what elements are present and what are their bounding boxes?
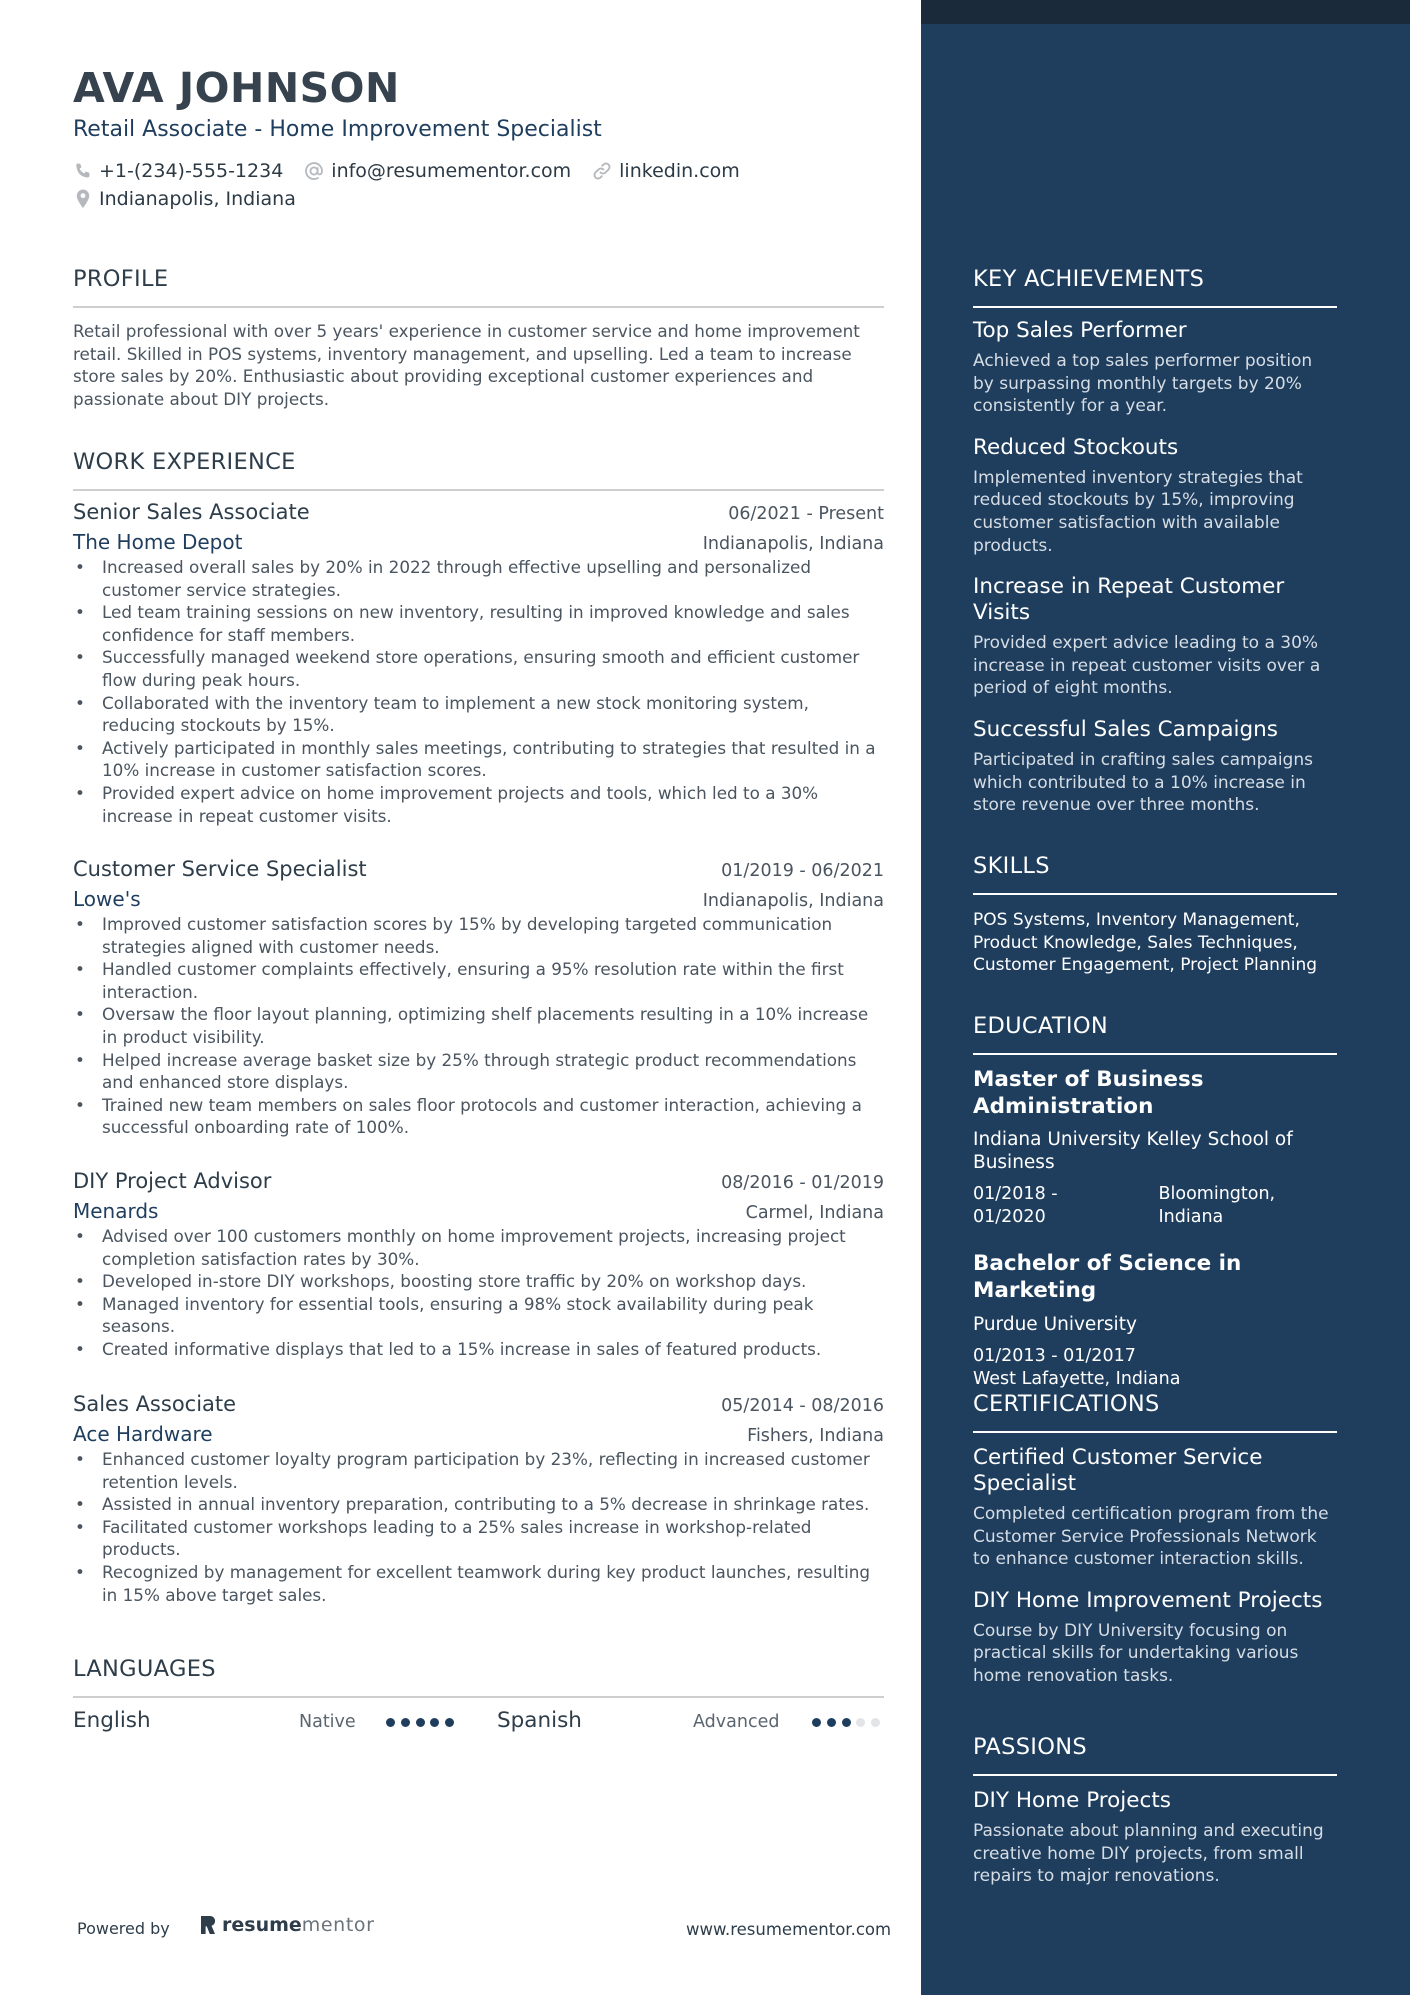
certification-item	[973, 1445, 1337, 1571]
rating-dot-filled	[401, 1718, 410, 1727]
education-dates: 01/2018 - 01/2020	[973, 1184, 1058, 1227]
phone-icon	[73, 161, 93, 181]
rating-dot-filled	[386, 1718, 395, 1727]
job-bullets	[73, 1225, 884, 1361]
job-header	[73, 857, 884, 881]
certification-description: Completed certification program from the Customer Service Professionals Network to enhance customer interaction skills.	[973, 1504, 1329, 1570]
job-bullet: • Trained new team members on sales floor protocols and customer interaction, achieving a successful onboarding rate of 100%.	[73, 1094, 884, 1139]
job-entry	[73, 1169, 884, 1361]
job-subheader	[73, 1422, 884, 1446]
job-title: Sales Associate	[73, 1392, 237, 1416]
education-meta	[973, 1183, 1337, 1229]
rating-dot-filled	[445, 1718, 454, 1727]
job-company: The Home Depot	[73, 530, 243, 554]
job-bullet: • Oversaw the floor layout planning, optimizing shelf placements resulting in a 10% increase in product visibility.	[73, 1003, 884, 1048]
job-dates: 06/2021 - Present	[728, 504, 884, 524]
education-heading: EDUCATION	[973, 1013, 1337, 1055]
job-company: Ace Hardware	[73, 1422, 213, 1446]
job-bullet: • Handled customer complaints effectively, ensuring a 95% resolution rate within the first interaction.	[73, 958, 884, 1003]
job-bullet: • Advised over 100 customers monthly on home improvement projects, increasing project completion satisfaction rates by 30%.	[73, 1225, 884, 1270]
certification-item	[973, 1588, 1337, 1688]
passions-section	[973, 1734, 1337, 1888]
job-subheader	[73, 1199, 884, 1223]
job-location: Indianapolis, Indiana	[702, 534, 884, 554]
education-location: West Lafayette, Indiana	[973, 1369, 1181, 1389]
language-name: English	[73, 1708, 151, 1733]
achievement-description: Participated in crafting sales campaigns which contributed to a 10% increase in store revenue over three months.	[973, 749, 1313, 816]
work-experience-section	[73, 449, 884, 491]
languages-section	[73, 1656, 884, 1698]
job-location: Indianapolis, Indiana	[702, 891, 884, 911]
job-subheader	[73, 887, 884, 911]
job-bullet: • Increased overall sales by 20% in 2022 through effective upselling and personalized customer service strategies.	[73, 556, 884, 601]
job-entry	[73, 857, 884, 1139]
contact-location	[73, 188, 296, 210]
job-bullet: • Successfully managed weekend store operations, ensuring smooth and efficient customer flow during peak hours.	[73, 646, 884, 691]
education-degree: Master of Business Administration	[973, 1067, 1204, 1119]
achievement-item	[973, 435, 1337, 557]
job-bullet: • Improved customer satisfaction scores by 15% by developing targeted communication strategies aligned with customer needs.	[73, 913, 884, 958]
contact-linkedin[interactable]	[591, 160, 740, 182]
rating-dot-empty	[871, 1718, 880, 1727]
resumementor-logo[interactable]	[198, 1914, 375, 1936]
job-location: Fishers, Indiana	[747, 1426, 884, 1446]
sidebar-column	[921, 0, 1410, 1995]
contact-row	[73, 160, 760, 182]
job-dates: 08/2016 - 01/2019	[721, 1173, 884, 1193]
rating-dot-filled	[416, 1718, 425, 1727]
candidate-headline: Retail Associate - Home Improvement Specialist	[73, 117, 602, 142]
location-pin-icon	[73, 188, 93, 210]
resumementor-logo-icon	[198, 1914, 218, 1936]
language-rating	[386, 1718, 460, 1727]
contact-phone[interactable]	[73, 160, 283, 182]
languages-heading: LANGUAGES	[73, 1656, 884, 1698]
education-item	[973, 1250, 1337, 1391]
job-bullet: • Enhanced customer loyalty program participation by 23%, reflecting in increased customer retention levels.	[73, 1448, 884, 1493]
job-bullet: • Created informative displays that led to a 15% increase in sales of featured products.	[73, 1338, 884, 1361]
education-item	[973, 1066, 1337, 1229]
rating-dot-filled	[842, 1718, 851, 1727]
job-company: Lowe's	[73, 887, 141, 911]
logo-text-bold: resume	[222, 1914, 302, 1936]
job-header	[73, 500, 884, 524]
job-header	[73, 1169, 884, 1193]
job-header	[73, 1392, 884, 1416]
education-dates: 01/2013 - 01/2017	[973, 1346, 1136, 1366]
contact-row-location	[73, 188, 316, 210]
certification-title: DIY Home Improvement Projects	[973, 1587, 1323, 1613]
language-level: Advanced	[693, 1712, 780, 1732]
skills-heading: SKILLS	[973, 853, 1337, 895]
achievement-title: Increase in Repeat Customer Visits	[973, 574, 1285, 626]
certifications-section	[973, 1391, 1337, 1688]
job-title: Customer Service Specialist	[73, 857, 367, 881]
passion-description: Passionate about planning and executing creative home DIY projects, from small repairs to major renovations.	[973, 1821, 1324, 1887]
achievement-description: Achieved a top sales performer position by surpassing monthly targets by 20% consistently for a year.	[973, 351, 1313, 417]
job-bullet: • Developed in-store DIY workshops, boosting store traffic by 20% on workshop days.	[73, 1270, 884, 1293]
job-title: DIY Project Advisor	[73, 1169, 272, 1193]
rating-dot-filled	[827, 1718, 836, 1727]
powered-by-label: Powered by	[77, 1919, 170, 1938]
job-title: Senior Sales Associate	[73, 500, 310, 524]
passion-item	[973, 1788, 1337, 1888]
achievement-item	[973, 717, 1337, 817]
contact-phone-text: +1-(234)-555-1234	[99, 160, 284, 182]
education-school: Indiana University Kelley School of Business	[973, 1129, 1293, 1173]
job-entry	[73, 500, 884, 827]
link-icon	[591, 160, 613, 182]
certifications-heading: CERTIFICATIONS	[973, 1391, 1337, 1433]
at-sign-icon	[303, 160, 325, 182]
job-bullet: • Provided expert advice on home improvement projects and tools, which led to a 30% increase in repeat customer visits.	[73, 782, 884, 827]
education-section	[973, 1013, 1337, 1391]
job-bullet: • Recognized by management for excellent teamwork during key product launches, resulting in 15% above target sales.	[73, 1561, 884, 1606]
profile-text: Retail professional with over 5 years' experience in customer service and home improvement retail. Skilled in POS systems, inventory management, and upselling. Led a team to increase store sales by 20%. Enthusiastic about providing exceptional customer experiences and passionate about DIY projects.	[73, 321, 860, 410]
job-dates: 01/2019 - 06/2021	[721, 861, 884, 881]
achievement-title: Reduced Stockouts	[973, 434, 1179, 460]
skills-section	[973, 853, 1337, 977]
rating-dot-empty	[856, 1718, 865, 1727]
job-bullet: • Collaborated with the inventory team to implement a new stock monitoring system, reducing stockouts by 15%.	[73, 692, 884, 737]
rating-dot-filled	[430, 1718, 439, 1727]
contact-location-text: Indianapolis, Indiana	[99, 188, 296, 210]
footer-website-link[interactable]: www.resumementor.com	[686, 1920, 892, 1939]
achievement-description: Provided expert advice leading to a 30% increase in repeat customer visits over a period of eight months.	[973, 633, 1321, 699]
job-bullet: • Managed inventory for essential tools, ensuring a 98% stock availability during peak seasons.	[73, 1293, 884, 1338]
language-level: Native	[299, 1712, 356, 1732]
education-school: Purdue University	[973, 1314, 1137, 1335]
job-entry	[73, 1392, 884, 1606]
skills-list: POS Systems, Inventory Management, Product Knowledge, Sales Techniques, Customer Engagement, Project Planning	[973, 910, 1318, 976]
job-bullets	[73, 1448, 884, 1606]
profile-section	[73, 266, 884, 411]
key-achievements-section	[973, 266, 1337, 817]
certification-title: Certified Customer Service Specialist	[973, 1445, 1263, 1496]
work-experience-heading: WORK EXPERIENCE	[73, 449, 884, 491]
job-bullets	[73, 913, 884, 1139]
job-company: Menards	[73, 1199, 159, 1223]
job-bullets	[73, 556, 884, 827]
sidebar-top-strip	[921, 0, 1410, 24]
achievement-item	[973, 574, 1337, 700]
job-bullet: • Facilitated customer workshops leading to a 25% sales increase in workshop-related products.	[73, 1516, 884, 1561]
contact-email[interactable]	[303, 160, 571, 182]
logo-text-light: mentor	[301, 1914, 375, 1936]
languages-row	[73, 1708, 884, 1738]
achievement-title: Successful Sales Campaigns	[973, 716, 1279, 742]
key-achievements-heading: KEY ACHIEVEMENTS	[973, 266, 1337, 308]
rating-dot-filled	[812, 1718, 821, 1727]
achievement-description: Implemented inventory strategies that reduced stockouts by 15%, improving customer satisfaction with available products.	[973, 467, 1303, 556]
achievement-title: Top Sales Performer	[973, 318, 1187, 343]
passions-heading: PASSIONS	[973, 1734, 1337, 1776]
job-bullet: • Assisted in annual inventory preparation, contributing to a 5% decrease in shrinkage rates.	[73, 1493, 884, 1516]
job-location: Carmel, Indiana	[745, 1203, 884, 1223]
achievement-item	[973, 318, 1337, 418]
education-location: Bloomington, Indiana	[1158, 1184, 1276, 1227]
language-rating	[812, 1718, 886, 1727]
certification-description: Course by DIY University focusing on practical skills for undertaking various home renovation tasks.	[973, 1620, 1299, 1686]
job-subheader	[73, 530, 884, 554]
passion-title: DIY Home Projects	[973, 1788, 1171, 1813]
job-bullet: • Actively participated in monthly sales meetings, contributing to strategies that resulted in a 10% increase in customer satisfaction scores.	[73, 737, 884, 782]
job-bullet: • Helped increase average basket size by 25% through strategic product recommendations and enhanced store displays.	[73, 1049, 884, 1094]
education-degree: Bachelor of Science in Marketing	[973, 1251, 1242, 1303]
profile-heading: PROFILE	[73, 266, 884, 308]
job-dates: 05/2014 - 08/2016	[721, 1396, 884, 1416]
candidate-name: AVA JOHNSON	[73, 64, 400, 112]
contact-linkedin-text: linkedin.com	[619, 160, 740, 182]
language-name: Spanish	[497, 1708, 582, 1733]
contact-email-text: info@resumementor.com	[331, 160, 572, 182]
job-bullet: • Led team training sessions on new inventory, resulting in improved knowledge and sales confidence for staff members.	[73, 601, 884, 646]
